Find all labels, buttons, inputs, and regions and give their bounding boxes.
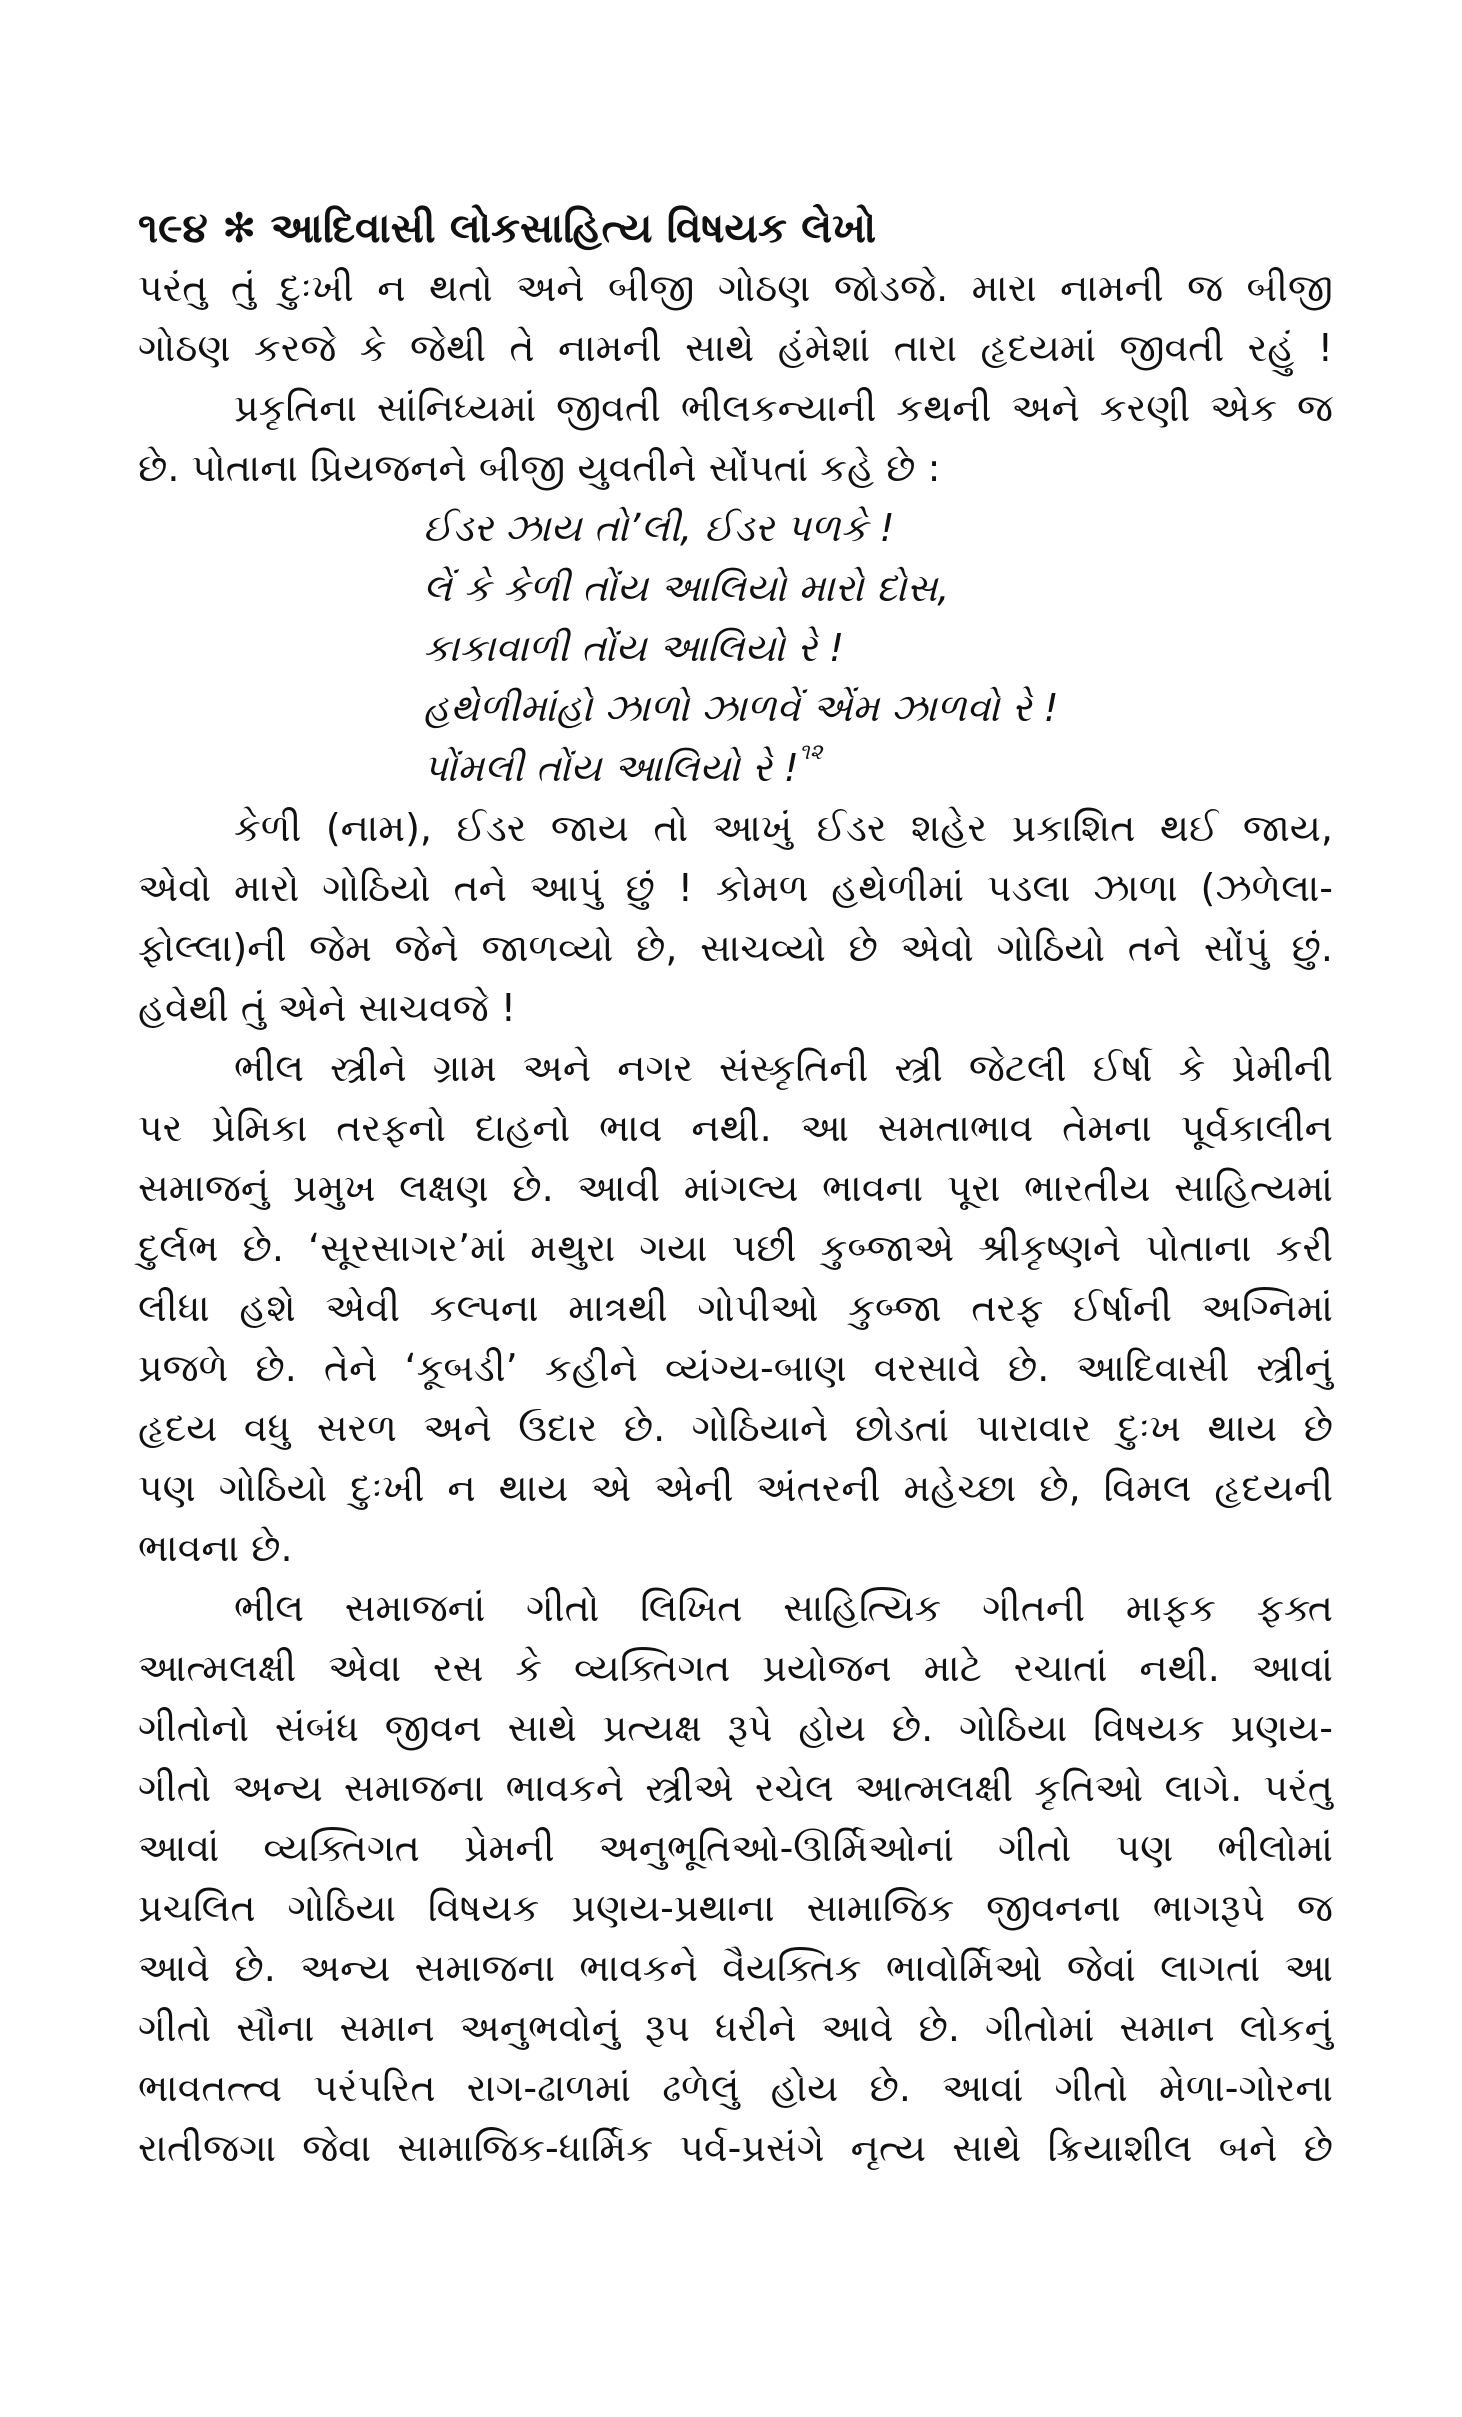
text-line: પ્રકૃતિના સાંનિધ્યમાં જીવતી ભીલકન્યાની કથની અને કરણી એક જ bbox=[234, 386, 1333, 430]
verse-line: ઈડર ઝાય તો’લી, ઈડર પળકે ! bbox=[423, 506, 895, 550]
text-line: પર પ્રેમિકા તરફનો દાહનો ભાવ નથી. આ સમતાભાવ તેમના પૂર્વકાલીન bbox=[138, 1106, 1333, 1150]
text-line: ગીતો અન્ય સમાજના ભાવકને સ્ત્રીએ રચેલ આત્મલક્ષી કૃતિઓ લાગે. પરંતુ bbox=[138, 1766, 1333, 1810]
text-line: ભાવના છે. bbox=[138, 1526, 293, 1570]
text-line: પ્રજળે છે. તેને ‘કૂબડી’ કહીને વ્યંગ્ય-બાણ વરસાવે છે. આદિવાસી સ્ત્રીનું bbox=[138, 1346, 1333, 1390]
verse-line: લેં કે કેળી તોંય આલિયો મારો દોસ, bbox=[423, 566, 950, 610]
text-line: કેળી (નામ), ઈડર જાય તો આખું ઈડર શહેર પ્રકાશિત થઈ જાય, bbox=[234, 806, 1333, 850]
verse-line: કાકાવાળી તોંય આલિયો રે ! bbox=[423, 626, 845, 670]
verse-line: હથેળીમાંહો ઝાળો ઝાળવેં એંમ ઝાળવો રે ! bbox=[423, 686, 1059, 730]
text-line: પણ ગોઠિયો દુઃખી ન થાય એ એની અંતરની મહેચ્છા છે, વિમલ હૃદયની bbox=[138, 1466, 1333, 1510]
text-line: ભાવતત્ત્વ પરંપરિત રાગ-ઢાળમાં ઢળેલું હોય છે. આવાં ગીતો મેળા-ગોરના bbox=[138, 2066, 1333, 2110]
text-line: ગીતો સૌના સમાન અનુભવોનું રૂપ ધરીને આવે છે. ગીતોમાં સમાન લોકનું bbox=[138, 2006, 1333, 2050]
verse-line: પોંમલી તોંય આલિયો રે !$^{૧૨}$ bbox=[423, 740, 823, 790]
text-line: લીધા હશે એવી કલ્પના માત્રથી ગોપીઓ કુબ્જા તરફ ઈર્ષાની અગ્નિમાં bbox=[138, 1286, 1333, 1330]
text-line: ગીતોનો સંબંધ જીવન સાથે પ્રત્યક્ષ રૂપે હોય છે. ગોઠિયા વિષયક પ્રણય- bbox=[138, 1706, 1333, 1750]
text-line: ફોલ્લા)ની જેમ જેને જાળવ્યો છે, સાચવ્યો છે એવો ગોઠિયો તને સોંપું છું. bbox=[138, 926, 1333, 970]
text-line: ભીલ સમાજનાં ગીતો લિખિત સાહિત્યિક ગીતની માફક ફક્ત bbox=[234, 1586, 1333, 1630]
text-line: ભીલ સ્ત્રીને ગ્રામ અને નગર સંસ્કૃતિની સ્ત્રી જેટલી ઈર્ષા કે પ્રેમીની bbox=[234, 1046, 1333, 1090]
text-line: આવાં વ્યક્તિગત પ્રેમની અનુભૂતિઓ-ઊર્મિઓનાં ગીતો પણ ભીલોમાં bbox=[138, 1826, 1333, 1870]
running-header: ૧૯૪ ✻ આદિવાસી લોકસાહિત્ય વિષયક લેખો bbox=[138, 204, 877, 252]
text-line: આવે છે. અન્ય સમાજના ભાવકને વૈયક્તિક ભાવોર્મિઓ જેવાં લાગતાં આ bbox=[138, 1946, 1333, 1990]
text-line: છે. પોતાના પ્રિયજનને બીજી યુવતીને સોંપતાં કહે છે : bbox=[138, 446, 941, 490]
text-line: રાતીજગા જેવા સામાજિક-ધાર્મિક પર્વ-પ્રસંગે નૃત્ય સાથે ક્રિયાશીલ બને છે bbox=[138, 2126, 1333, 2170]
text-line: પરંતુ તું દુઃખી ન થતો અને બીજી ગોઠણ જોડજે. મારા નામની જ બીજી bbox=[138, 266, 1333, 310]
text-line: આત્મલક્ષી એવા રસ કે વ્યક્તિગત પ્રયોજન માટે રચાતાં નથી. આવાં bbox=[138, 1646, 1333, 1690]
footnote-marker: ૧૨ bbox=[798, 740, 823, 765]
body-text bbox=[138, 258, 1333, 2178]
text-line: એવો મારો ગોઠિયો તને આપું છું ! કોમળ હથેળીમાં પડલા ઝાળા (ઝળેલા- bbox=[138, 866, 1333, 910]
text-line: હૃદય વધુ સરળ અને ઉદાર છે. ગોઠિયાને છોડતાં પારાવાર દુઃખ થાય છે bbox=[138, 1406, 1333, 1450]
text-line: દુર્લભ છે. ‘સૂરસાગર’માં મથુરા ગયા પછી કુબ્જાએ શ્રીકૃષ્ણને પોતાના કરી bbox=[138, 1226, 1333, 1270]
text-line: ગોઠણ કરજે કે જેથી તે નામની સાથે હંમેશાં તારા હૃદયમાં જીવતી રહું ! bbox=[138, 326, 1333, 370]
book-page bbox=[138, 198, 1333, 2178]
text-line: પ્રચલિત ગોઠિયા વિષયક પ્રણય-પ્રથાના સામાજિક જીવનના ભાગરૂપે જ bbox=[138, 1886, 1333, 1930]
text-line: સમાજનું પ્રમુખ લક્ષણ છે. આવી માંગલ્ય ભાવના પૂરા ભારતીય સાહિત્યમાં bbox=[138, 1166, 1333, 1210]
text-line: હવેથી તું એને સાચવજે ! bbox=[138, 986, 516, 1030]
